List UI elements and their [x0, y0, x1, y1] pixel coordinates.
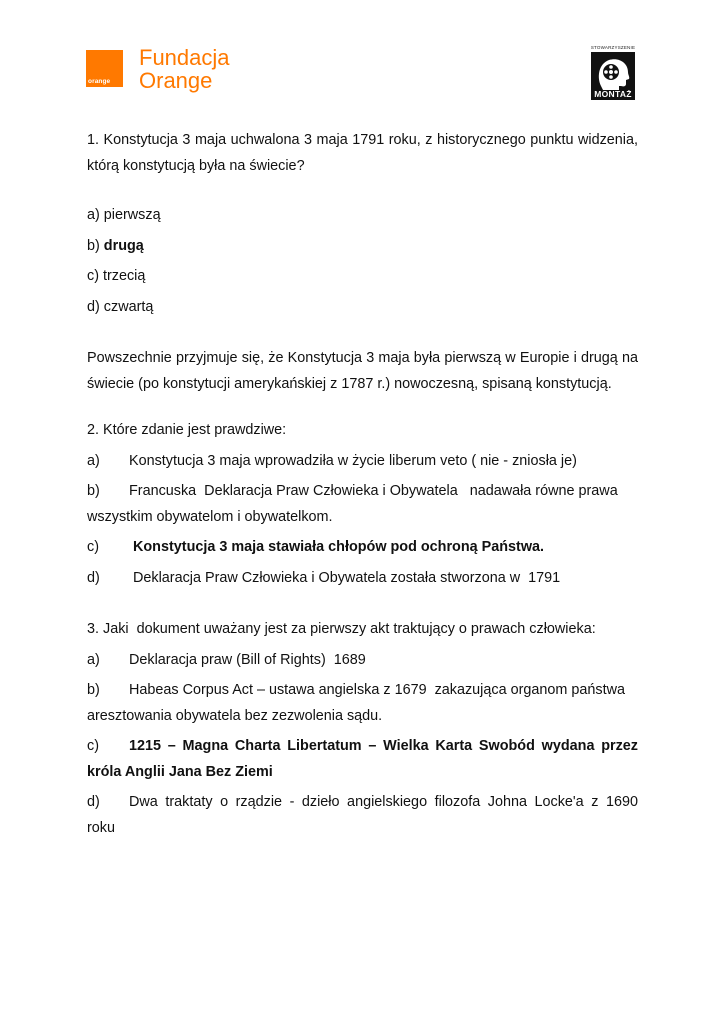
q2-option-c	[87, 535, 638, 561]
film-reel-head-icon	[591, 52, 635, 92]
correct-answer-continuation: króla Anglii Jana Bez Ziemi	[87, 763, 273, 780]
option-letter: b)	[87, 483, 100, 499]
montaz-name: MONTAŻ	[594, 89, 632, 99]
q1-option-c	[87, 264, 638, 290]
question-3: 3. Jaki dokument uważany jest za pierwszy akt traktujący o prawach człowieka:	[87, 621, 596, 637]
q1-explanation: Powszechnie przyjmuje się, że Konstytucja 3 maja była pierwszą w Europie i drugą na świecie (po konstytucji amerykańskiej z 1787 r.) nowoczesną, spisaną konstytucją.	[87, 350, 638, 392]
option-text: pierwszą	[103, 207, 161, 223]
option-prefix: d)	[87, 298, 104, 315]
option-letter: d)	[87, 569, 100, 586]
montaz-top-text: STOWARZYSZENIE	[590, 45, 636, 50]
option-text-continuation: wszystkim obywatelom i obywatelkom.	[87, 508, 333, 525]
montaz-emblem	[591, 52, 635, 100]
document-body	[87, 128, 638, 841]
q2-option-b	[87, 479, 638, 530]
option-letter: a)	[87, 452, 100, 469]
correct-answer: drugą	[103, 237, 144, 254]
q1-option-d	[87, 295, 638, 321]
correct-answer: Konstytucja 3 maja stawiała chłopów pod ochroną Państwa.	[133, 539, 545, 555]
option-text: Dwa traktaty o rządzie - dzieło angielskiego filozofa Johna Locke'a z 1690	[129, 794, 638, 810]
brand-line-1: Fundacja	[139, 45, 230, 70]
option-letter: c)	[87, 539, 99, 555]
montaz-logo	[589, 45, 637, 100]
q2-option-a	[87, 449, 638, 475]
option-text: Habeas Corpus Act – ustawa angielska z 1679 zakazująca organom państwa	[129, 682, 625, 698]
option-letter: b)	[87, 682, 100, 698]
q1-option-a	[87, 203, 638, 229]
orange-logo-text: orange	[88, 78, 111, 85]
option-prefix: a)	[87, 207, 104, 223]
brand-line-2: Orange	[139, 68, 213, 93]
option-prefix: c)	[87, 268, 103, 284]
option-letter: c)	[87, 738, 99, 754]
q3-option-c	[87, 734, 638, 785]
option-text: czwartą	[103, 298, 154, 315]
orange-logo	[86, 50, 123, 87]
option-text: trzecią	[103, 268, 146, 284]
q3-option-d	[87, 790, 638, 841]
option-text: Deklaracja praw (Bill of Rights) 1689	[129, 651, 366, 668]
option-text-continuation: roku	[87, 819, 115, 836]
option-text: Konstytucja 3 maja wprowadziła w życie liberum veto ( nie - zniosła je)	[129, 452, 577, 469]
q3-option-b	[87, 678, 638, 729]
fundacja-orange-brand	[139, 46, 230, 92]
q2-option-d	[87, 566, 638, 592]
option-text: Deklaracja Praw Człowieka i Obywatela została stworzona w 1791	[133, 569, 561, 586]
option-letter: d)	[87, 794, 100, 810]
option-text: Francuska Deklaracja Praw Człowieka i Obywatela nadawała równe prawa	[129, 483, 618, 499]
question-2: 2. Które zdanie jest prawdziwe:	[87, 422, 287, 438]
option-text-continuation: aresztowania obywatela bez zezwolenia sądu.	[87, 707, 383, 724]
option-letter: a)	[87, 651, 100, 668]
page-header	[0, 0, 725, 110]
option-prefix: b)	[87, 237, 104, 254]
correct-answer: 1215 – Magna Charta Libertatum – Wielka Karta Swobód wydana przez	[129, 738, 638, 754]
q1-option-b	[87, 234, 638, 260]
question-1: 1. Konstytucja 3 maja uchwalona 3 maja 1791 roku, z historycznego punktu widzenia, którą konstytucją była na świecie?	[87, 132, 638, 174]
q3-option-a	[87, 648, 638, 674]
